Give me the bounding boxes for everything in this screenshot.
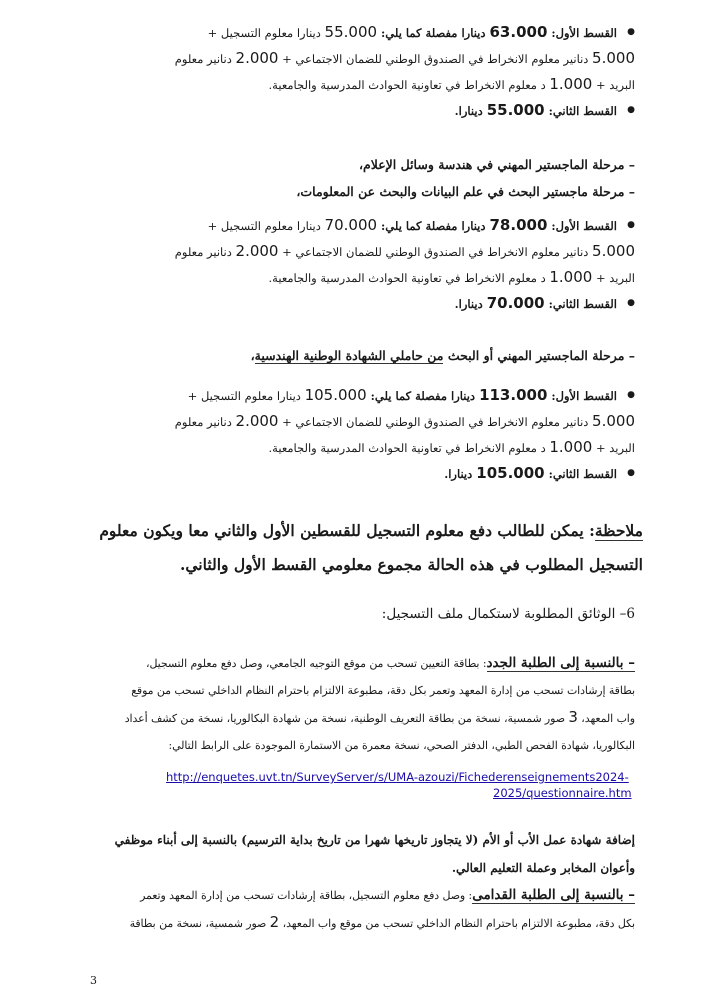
installment-2-line [175,463,635,485]
insurance-fee: 1.000 [549,438,593,456]
installment-total: 113.000 [479,386,548,404]
insurance-fee: 1.000 [549,75,593,93]
new-students-text: بطاقة إرشادات تسحب من إدارة المعهد وتعمر بكل دقة، مطبوعة الالتزام باحترام النظام الداخلي تسحب من موقع [131,684,635,697]
post-fee: 2.000 [235,242,279,260]
new-students-text: صور شمسية، نسخة من بطاقة التعريف الوطنية، نسخة من شهادة البكالوريا، نسخة من كشف أعداد [124,712,569,725]
addition-text: إضافة شهادة عمل الأب أو الأم (لا يتجاوز تاريخها شهرا من تاريخ بداية الترسيم) بالنسبة إلى أبناء موظفي [114,833,635,847]
installment-label: القسط الأول: [547,219,617,233]
currency-label: دينارا. [454,297,487,311]
installment-total: 63.000 [489,23,548,41]
old-students-line [130,909,635,937]
registration-fee-text: دينارا معلوم التسجيل + [207,26,325,40]
note-text: : يمكن للطالب دفع معلوم التسجيل للقسطين الأول والثاني معا ويكون معلوم [99,521,595,540]
note-text: التسجيل المطلوب في هذه الحالة مجموع معلومي القسط الأول والثاني. [179,555,643,574]
cnss-fee-text: دنانير معلوم الانخراط في الصندوق الوطني للضمان الاجتماعي + [278,415,593,429]
insurance-fee-text: د معلوم الانخراط في تعاونية الحوادث المدرسية والجامعية. [268,78,550,92]
currency-label: دينارا. [454,104,487,118]
old-students-label: – بالنسبة إلى الطلبة القدامى [472,887,635,903]
old-students-text: صور شمسية، نسخة من بطاقة [129,917,270,930]
insurance-fee-text: د معلوم الانخراط في تعاونية الحوادث المدرسية والجامعية. [268,271,550,285]
old-students-text: : وصل دفع معلوم التسجيل، بطاقة إرشادات تسحب من إدارة المعهد وتعمر [140,889,473,902]
cnss-fee-text: دنانير معلوم الانخراط في الصندوق الوطني للضمان الاجتماعي + [278,52,593,66]
post-fee-text: دنانير معلوم [174,52,236,66]
fee-detail-line [175,241,635,263]
questionnaire-link-continued[interactable]: 2025/questionnaire.htm [493,786,632,800]
page-number: 3 [90,974,97,987]
photo-count: 2 [269,913,280,931]
installment-detail-label: دينارا مفصلة كما يلي: [366,389,480,403]
note-line [99,514,643,548]
new-students-line [125,704,635,732]
installment-total: 70.000 [486,294,545,312]
addition-block [115,826,635,882]
fee-detail-line [175,74,635,96]
post-fee: 2.000 [235,412,279,430]
registration-fee: 105.000 [304,386,367,404]
installment-label: القسط الأول: [547,389,617,403]
fees-block-1 [175,22,635,122]
insurance-fee-text: د معلوم الانخراط في تعاونية الحوادث المدرسية والجامعية. [268,441,550,455]
new-students-text: واب المعهد، [577,712,635,725]
fee-detail-line [175,437,635,459]
old-students-block [130,882,635,937]
registration-fee: 55.000 [324,23,378,41]
cnss-fee: 5.000 [592,49,635,67]
installment-total: 105.000 [476,464,545,482]
cnss-fee: 5.000 [592,412,635,430]
fees-block-2 [175,215,635,315]
installment-label: القسط الثاني: [544,297,617,311]
questionnaire-link[interactable]: http://enquetes.uvt.tn/SurveyServer/s/UMA-azouzi/Fichederenseignements2024- [166,770,629,784]
installment-2-line [175,100,635,122]
post-fee-text: دنانير معلوم [174,245,236,259]
post-label: البريد + [592,271,635,285]
registration-fee-text: دينارا معلوم التسجيل + [187,389,305,403]
installment-1-line [175,22,635,44]
section-6-heading: 6– الوثائق المطلوبة لاستكمال ملف التسجيل: [381,606,635,622]
new-students-label: – بالنسبة إلى الطلبة الجدد [486,655,635,671]
installment-total: 78.000 [489,216,548,234]
program-heading: – مرحلة ماجستير البحث في علم البيانات والبحث عن المعلومات، [296,184,635,199]
old-students-line [130,882,635,909]
post-fee: 2.000 [235,49,279,67]
installment-detail-label: دينارا مفصلة كما يلي: [377,219,490,233]
note-block [99,514,643,582]
photo-count: 3 [568,708,578,726]
registration-fee: 70.000 [324,216,378,234]
new-students-line [125,650,635,677]
installment-total: 55.000 [486,101,545,119]
insurance-fee: 1.000 [549,268,593,286]
fee-detail-line [175,411,635,433]
cnss-fee: 5.000 [592,242,635,260]
installment-2-line [175,293,635,315]
fee-detail-line [175,267,635,289]
installment-detail-label: دينارا مفصلة كما يلي: [377,26,490,40]
addition-text: وأعوان المخابر وعملة التعليم العالي. [451,861,635,875]
new-students-text: : بطاقة التعيين تسحب من موقع التوجيه الجامعي، وصل دفع معلوم التسجيل، [146,657,487,670]
program-heading-text: – مرحلة الماجستير المهني أو البحث [443,348,635,363]
installment-label: القسط الأول: [547,26,617,40]
program-heading-comma: ، [250,348,255,363]
new-students-block [125,650,635,759]
note-label: ملاحظة [594,521,643,540]
currency-label: دينارا. [444,467,477,481]
installment-1-line [175,385,635,407]
new-students-text: البكالوريا، شهادة الفحص الطبي، الدفتر الصحي، نسخة معمرة من الاستمارة الموجودة على الرابط التالي: [168,739,635,752]
registration-fee-text: دينارا معلوم التسجيل + [207,219,325,233]
cnss-fee-text: دنانير معلوم الانخراط في الصندوق الوطني للضمان الاجتماعي + [278,245,593,259]
program-heading-underlined: من حاملي الشهادة الوطنية الهندسية [254,348,444,363]
post-fee-text: دنانير معلوم [174,415,236,429]
installment-1-line [175,215,635,237]
post-label: البريد + [592,441,635,455]
program-heading: – مرحلة الماجستير المهني في هندسة وسائل الإعلام، [358,157,635,172]
post-label: البريد + [592,78,635,92]
program-heading [251,344,635,368]
fees-block-3 [175,385,635,485]
fee-detail-line [175,48,635,70]
installment-label: القسط الثاني: [544,104,617,118]
installment-label: القسط الثاني: [544,467,617,481]
old-students-text: بكل دقة، مطبوعة الالتزام باحترام النظام الداخلي تسحب من موقع واب المعهد، [279,917,635,930]
